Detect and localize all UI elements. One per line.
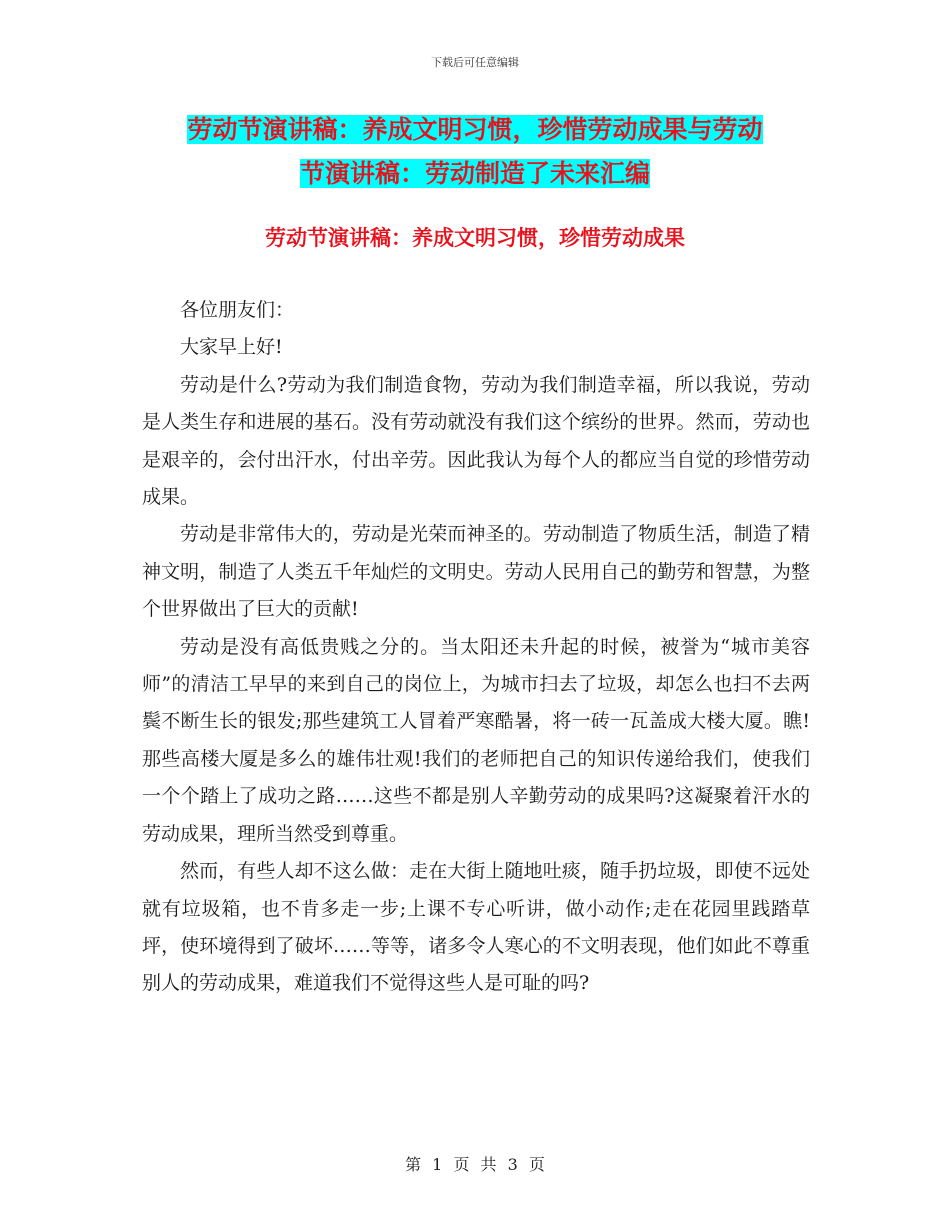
body-paragraph: 劳动是非常伟大的，劳动是光荣而神圣的。劳动制造了物质生活，制造了精神文明，制造了人类五千年灿烂的文明史。劳动人民用自己的勤劳和智慧，为整个世界做出了巨大的贡献! [142,523,810,621]
greeting-paragraph: 各位朋友们： [180,299,295,321]
body-paragraph: 劳动是没有高低贵贱之分的。当太阳还未升起的时候，被誉为“城市美容师”的清洁工早早的来到自己的岗位上，为城市扫去了垃圾，却怎么也扫不去两鬓不断生长的银发;那些建筑工人冒着严寒酷暑，将一砖一瓦盖成大楼大厦。瞧!那些高楼大厦是多么的雄伟壮观!我们的老师把自己的知识传递给我们，使我们一个个踏上了成功之路……这些不都是别人辛勤劳动的成果吗?这凝聚着汗水的劳动成果，理所当然受到尊重。 [142,635,810,845]
speech-body [142,292,810,1003]
section-title: 劳动节演讲稿：养成文明习惯，珍惜劳动成果 [265,226,685,250]
body-paragraph: 劳动是什么?劳动为我们制造食物，劳动为我们制造幸福，所以我说，劳动是人类生存和进展的基石。没有劳动就没有我们这个缤纷的世界。然而，劳动也是艰辛的，会付出汗水，付出辛劳。因此我认为每个人的都应当自觉的珍惜劳动成果。 [142,373,810,509]
document-title-line-1: 劳动节演讲稿：养成文明习惯，珍惜劳动成果与劳动 [187,115,763,144]
header-note: 下载后可任意编辑 [431,56,519,69]
body-paragraph: 然而，有些人却不这么做：走在大街上随地吐痰，随手扔垃圾，即使不远处就有垃圾箱，也不肯多走一步;上课不专心听讲，做小动作;走在花园里践踏草坪，使环境得到了破坏……等等，诸多令人寒心的不文明表现，他们如此不尊重别人的劳动成果，难道我们不觉得这些人是可耻的吗? [142,860,810,995]
salutation-paragraph: 大家早上好! [180,336,283,359]
document-title-line-2: 节演讲稿：劳动制造了未来汇编 [299,159,650,188]
document-title [140,108,810,196]
page-number-footer: 第 1 页 共 3 页 [405,1155,545,1174]
